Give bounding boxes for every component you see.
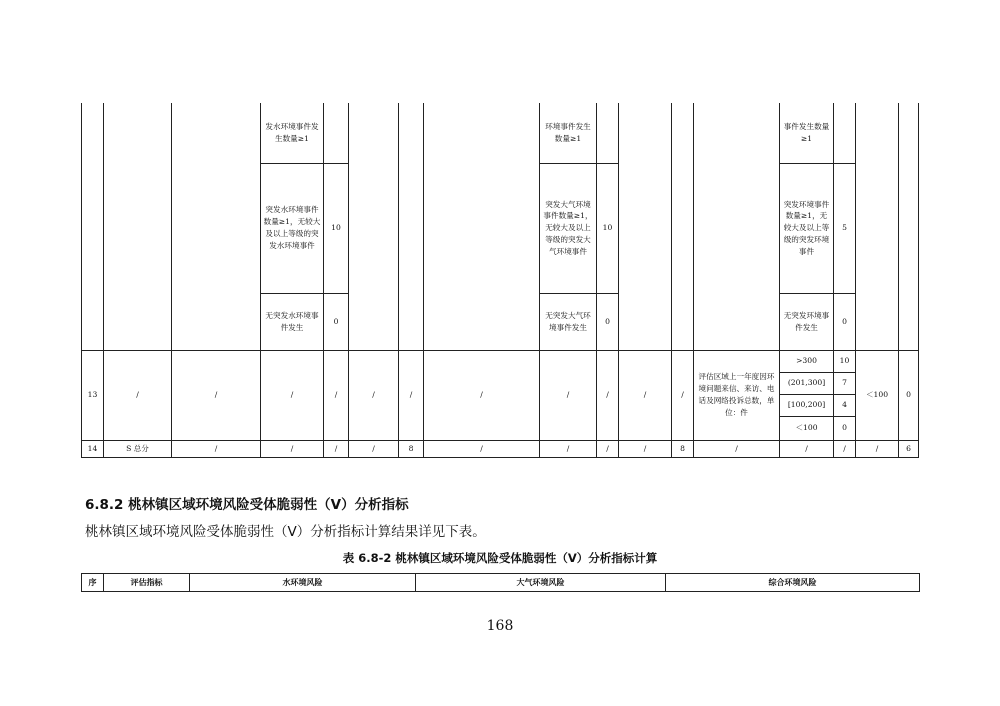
table-row: 14 S 总分 / / / / 8 / / / / 8 / / / / 6 (82, 440, 919, 457)
range-cell: >300 (780, 350, 834, 372)
header-air: 大气环境风险 (416, 574, 666, 592)
table-row: 13 / / / / / / / / / / / 评估区域上一年度因环境问题来信、来访、电话及网络投诉总数，单位：件 >300 10 ＜100 0 (82, 350, 919, 372)
table-cell: 发水环境事件发生数量≥1 (261, 103, 324, 163)
total-label: S 总分 (104, 440, 172, 457)
section-paragraph: 桃林镇区域环境风险受体脆弱性（V）分析指标计算结果详见下表。 (85, 524, 486, 540)
table-cell: 无突发水环境事件发生 (261, 293, 324, 350)
section-heading: 6.8.2 桃林镇区域环境风险受体脆弱性（V）分析指标 (85, 497, 409, 513)
header-indicator: 评估指标 (104, 574, 190, 592)
header-comp: 综合环境风险 (666, 574, 920, 592)
header-water: 水环境风险 (190, 574, 416, 592)
table-cell: 突发大气环境事件数量≥1，无较大及以上等级的突发大气环境事件 (540, 163, 597, 293)
table-cell: 10 (324, 163, 349, 293)
table-cell: 突发环境事件数量≥1，无较大及以上等级的突发环境事件 (780, 163, 834, 293)
table-cell: 0 (834, 293, 856, 350)
indicator-description: 评估区域上一年度因环境问题来信、来访、电话及网络投诉总数，单位：件 (694, 350, 780, 440)
range-cell: (201,300] (780, 372, 834, 394)
score-cell: 4 (834, 394, 856, 416)
page-number: 168 (486, 618, 514, 634)
result-cell: 0 (899, 350, 919, 440)
score-cell: 10 (834, 350, 856, 372)
value-cell: ＜100 (856, 350, 899, 440)
row-number: 13 (82, 350, 104, 440)
table-cell: 环境事件发生数量≥1 (540, 103, 597, 163)
row-number: 14 (82, 440, 104, 457)
table-cell: 0 (597, 293, 619, 350)
table-cell: 无突发环境事件发生 (780, 293, 834, 350)
range-cell: [100,200] (780, 394, 834, 416)
header-no: 序 (82, 574, 104, 592)
table-header-row (82, 574, 920, 592)
water-total: 8 (399, 440, 424, 457)
table-cell: 突发水环境事件数量≥1，无较大及以上等级的突发水环境事件 (261, 163, 324, 293)
table-cell: 无突发大气环境事件发生 (540, 293, 597, 350)
table-cell: 事件发生数量≥1 (780, 103, 834, 163)
score-cell: 7 (834, 372, 856, 394)
range-cell: ＜100 (780, 416, 834, 440)
table-cell: 5 (834, 163, 856, 293)
air-total: 8 (672, 440, 694, 457)
table-cell: 10 (597, 163, 619, 293)
score-cell: 0 (834, 416, 856, 440)
comp-total: 6 (899, 440, 919, 457)
risk-score-table (81, 103, 919, 458)
table-cell: 0 (324, 293, 349, 350)
table-row (82, 103, 919, 163)
vulnerability-table-header (81, 573, 920, 592)
table-caption: 表 6.8-2 桃林镇区域环境风险受体脆弱性（V）分析指标计算 (342, 551, 658, 565)
